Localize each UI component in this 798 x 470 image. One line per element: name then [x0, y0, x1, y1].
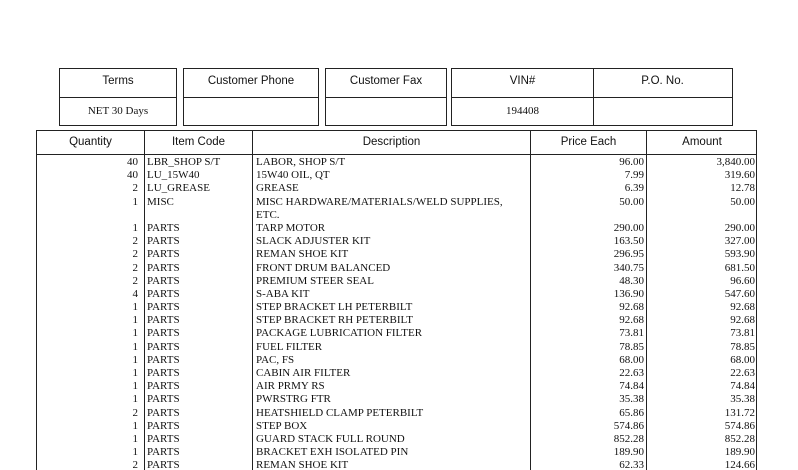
table-row: [37, 248, 756, 261]
item-code-cell: LU_15W40: [147, 169, 200, 182]
quantity-cell: 4: [132, 287, 138, 300]
table-row: [37, 288, 756, 301]
amount-cell: 852.28: [724, 432, 755, 445]
amount-cell: 22.63: [730, 367, 755, 380]
table-row: [37, 222, 756, 235]
amount-cell: 124.66: [724, 459, 755, 470]
price-each-cell: 189.90: [613, 446, 644, 459]
quantity-cell: 2: [132, 274, 138, 287]
table-row: [37, 393, 756, 406]
table-row: [37, 262, 756, 275]
table-row: [37, 156, 756, 169]
line-items-table: [36, 130, 757, 470]
table-row: [37, 169, 756, 182]
table-row: [37, 235, 756, 248]
amount-cell: 681.50: [724, 261, 755, 274]
amount-cell: 3,840.00: [716, 156, 755, 168]
item-code-cell: PARTS: [147, 393, 180, 406]
price-each-cell: 852.28: [613, 432, 644, 445]
amount-cell: 96.60: [730, 274, 755, 287]
customer-fax-box: [325, 68, 447, 126]
table-row: [37, 433, 756, 446]
price-each-cell: 65.86: [619, 406, 644, 419]
table-row: [37, 354, 756, 367]
quantity-cell: 1: [132, 314, 138, 327]
price-each-cell: 92.68: [619, 314, 644, 327]
table-row: [37, 314, 756, 327]
price-each-cell: 290.00: [613, 221, 644, 234]
item-code-cell: PARTS: [147, 406, 180, 419]
description-cell: TARP MOTOR: [256, 221, 326, 234]
item-code-cell: PARTS: [147, 301, 180, 314]
quantity-cell: 2: [132, 235, 138, 248]
table-row: [37, 446, 756, 459]
table-row: [37, 380, 756, 393]
amount-cell: 290.00: [724, 221, 755, 234]
price-each-cell: 22.63: [619, 367, 644, 380]
item-code-cell: LU_GREASE: [147, 182, 210, 195]
description-cell: STEP BOX: [256, 419, 308, 432]
price-each-cell: 7.99: [624, 169, 644, 182]
quantity-cell: 1: [132, 419, 138, 432]
amount-cell: 12.78: [730, 182, 755, 195]
quantity-cell: 1: [132, 393, 138, 406]
description-cell: GUARD STACK FULL ROUND: [256, 432, 405, 445]
item-code-cell: PARTS: [147, 287, 180, 300]
item-code-header: Item Code: [171, 136, 226, 148]
quantity-cell: 1: [132, 432, 138, 445]
quantity-cell: 1: [132, 340, 138, 353]
table-row: [37, 407, 756, 420]
amount-cell: 547.60: [724, 287, 755, 300]
table-row: [37, 459, 756, 470]
quantity-cell: 1: [132, 446, 138, 459]
quantity-cell: 2: [132, 182, 138, 195]
item-code-cell: PARTS: [147, 367, 180, 380]
item-code-cell: PARTS: [147, 235, 180, 248]
table-body: [37, 156, 756, 470]
quantity-cell: 40: [127, 169, 138, 182]
quantity-cell: 1: [132, 221, 138, 234]
amount-cell: 50.00: [730, 195, 755, 208]
amount-cell: 35.38: [730, 393, 755, 406]
item-code-cell: LBR_SHOP S/T: [147, 156, 221, 168]
item-code-cell: PARTS: [147, 419, 180, 432]
price-each-cell: 68.00: [619, 353, 644, 366]
description-cell: FRONT DRUM BALANCED: [256, 261, 391, 274]
amount-cell: 74.84: [730, 380, 755, 393]
description-cell: REMAN SHOE KIT: [256, 459, 349, 470]
customer-fax-label: Customer Fax: [349, 75, 423, 87]
description-cell: MISC HARDWARE/MATERIALS/WELD SUPPLIES, ETC.: [256, 195, 503, 221]
description-cell: S-ABA KIT: [256, 287, 310, 300]
vin-value: 194408: [506, 105, 539, 117]
price-each-cell: 6.39: [624, 182, 644, 195]
price-each-cell: 574.86: [613, 419, 644, 432]
table-row: [37, 367, 756, 380]
amount-cell: 319.60: [724, 169, 755, 182]
item-code-cell: PARTS: [147, 353, 180, 366]
price-each-header: Price Each: [560, 136, 617, 148]
amount-cell: 92.68: [730, 301, 755, 314]
price-each-cell: 96.00: [619, 156, 644, 168]
amount-cell: 327.00: [724, 235, 755, 248]
description-cell: STEP BRACKET RH PETERBILT: [256, 314, 413, 327]
description-cell: HEATSHIELD CLAMP PETERBILT: [256, 406, 424, 419]
amount-header: Amount: [682, 136, 722, 148]
amount-cell: 593.90: [724, 248, 755, 261]
amount-cell: 92.68: [730, 314, 755, 327]
quantity-cell: 2: [132, 406, 138, 419]
item-code-cell: PARTS: [147, 380, 180, 393]
description-cell: GREASE: [256, 182, 299, 195]
description-cell: PACKAGE LUBRICATION FILTER: [256, 327, 423, 340]
price-each-cell: 92.68: [619, 301, 644, 314]
price-each-cell: 163.50: [613, 235, 644, 248]
item-code-cell: PARTS: [147, 446, 180, 459]
price-each-cell: 50.00: [619, 195, 644, 208]
price-each-cell: 340.75: [613, 261, 644, 274]
price-each-cell: 35.38: [619, 393, 644, 406]
table-row: [37, 182, 756, 195]
item-code-cell: MISC: [147, 195, 174, 208]
amount-cell: 68.00: [730, 353, 755, 366]
quantity-cell: 2: [132, 248, 138, 261]
item-code-cell: PARTS: [147, 459, 180, 470]
description-cell: FUEL FILTER: [256, 340, 323, 353]
description-cell: AIR PRMY RS: [256, 380, 325, 393]
quantity-cell: 2: [132, 459, 138, 470]
terms-box: [59, 68, 177, 126]
item-code-cell: PARTS: [147, 261, 180, 274]
vin-label: VIN#: [509, 75, 536, 87]
vin-po-box: [451, 68, 733, 126]
item-code-cell: PARTS: [147, 432, 180, 445]
price-each-cell: 296.95: [613, 248, 644, 261]
description-cell: LABOR, SHOP S/T: [256, 156, 346, 168]
quantity-cell: 2: [132, 261, 138, 274]
quantity-cell: 1: [132, 195, 138, 208]
table-row: [37, 275, 756, 288]
quantity-cell: 1: [132, 353, 138, 366]
table-row: [37, 301, 756, 314]
item-code-cell: PARTS: [147, 327, 180, 340]
quantity-cell: 1: [132, 327, 138, 340]
amount-cell: 131.72: [724, 406, 755, 419]
description-cell: 15W40 OIL, QT: [256, 169, 330, 182]
item-code-cell: PARTS: [147, 248, 180, 261]
item-code-cell: PARTS: [147, 340, 180, 353]
description-cell: SLACK ADJUSTER KIT: [256, 235, 371, 248]
terms-label: Terms: [102, 75, 134, 87]
table-row: [37, 196, 756, 222]
table-row: [37, 420, 756, 433]
price-each-cell: 78.85: [619, 340, 644, 353]
description-cell: PREMIUM STEER SEAL: [256, 274, 374, 287]
quantity-cell: 1: [132, 367, 138, 380]
table-row: [37, 327, 756, 340]
description-header: Description: [362, 136, 421, 148]
quantity-cell: 1: [132, 380, 138, 393]
price-each-cell: 136.90: [613, 287, 644, 300]
table-row: [37, 341, 756, 354]
customer-phone-box: [183, 68, 319, 126]
amount-cell: 78.85: [730, 340, 755, 353]
item-code-cell: PARTS: [147, 274, 180, 287]
quantity-cell: 1: [132, 301, 138, 314]
description-cell: PWRSTRG FTR: [256, 393, 331, 406]
price-each-cell: 74.84: [619, 380, 644, 393]
description-cell: PAC, FS: [256, 353, 295, 366]
amount-cell: 189.90: [724, 446, 755, 459]
item-code-cell: PARTS: [147, 314, 180, 327]
customer-phone-label: Customer Phone: [207, 75, 295, 87]
description-cell: REMAN SHOE KIT: [256, 248, 349, 261]
terms-value: NET 30 Days: [87, 105, 149, 117]
price-each-cell: 73.81: [619, 327, 644, 340]
item-code-cell: PARTS: [147, 221, 180, 234]
quantity-cell: 40: [127, 156, 138, 168]
po-label: P.O. No.: [641, 75, 684, 87]
price-each-cell: 48.30: [619, 274, 644, 287]
description-cell: STEP BRACKET LH PETERBILT: [256, 301, 413, 314]
amount-cell: 73.81: [730, 327, 755, 340]
price-each-cell: 62.33: [619, 459, 644, 470]
quantity-header: Quantity: [69, 136, 112, 148]
description-cell: CABIN AIR FILTER: [256, 367, 351, 380]
amount-cell: 574.86: [724, 419, 755, 432]
description-cell: BRACKET EXH ISOLATED PIN: [256, 446, 409, 459]
